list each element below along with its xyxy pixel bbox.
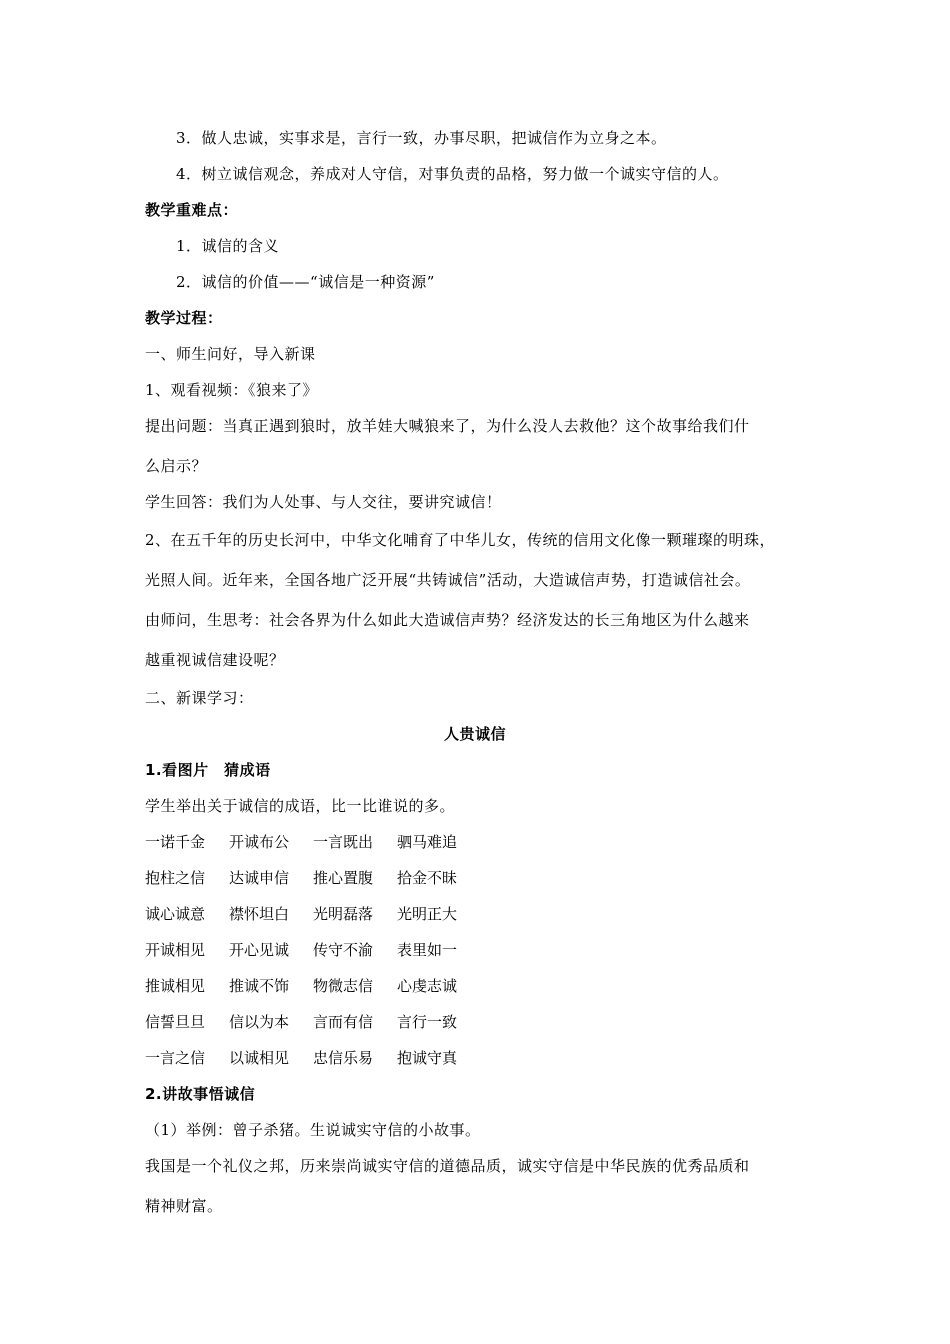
idiom: 开诚布公 xyxy=(229,833,290,851)
key-points-heading: 教学重难点： xyxy=(145,201,239,219)
idiom-row xyxy=(145,904,481,924)
idiom: 驷马难追 xyxy=(397,833,458,851)
section2-title: 二、新课学习： xyxy=(145,689,254,707)
idiom: 表里如一 xyxy=(397,941,458,959)
idiom: 抱柱之信 xyxy=(145,869,206,887)
answer-line: 学生回答：我们为人处事、与人交往，要讲究诚信！ xyxy=(145,493,502,511)
question-line-2: 么启示？ xyxy=(145,457,208,475)
idiom: 诚心诚意 xyxy=(145,905,206,923)
key-point-2: 2．诚信的价值——“诚信是一种资源” xyxy=(176,273,435,291)
section1-title: 一、师生问好，导入新课 xyxy=(145,345,316,363)
closing-line-2: 精神财富。 xyxy=(145,1197,223,1215)
idiom: 拾金不昧 xyxy=(397,869,458,887)
idiom: 言行一致 xyxy=(397,1013,458,1031)
objective-4: 4．树立诚信观念，养成对人守信，对事负责的品格，努力做一个诚实守信的人。 xyxy=(176,165,729,183)
idiom: 以诚相见 xyxy=(229,1049,290,1067)
video-line: 1、观看视频：《狼来了》 xyxy=(145,381,319,399)
para2-line-3: 由师问，生思考：社会各界为什么如此大造诚信声势？经济发达的长三角地区为什么越来 xyxy=(145,611,750,629)
idiom-row xyxy=(145,1048,481,1068)
idiom: 推诚不饰 xyxy=(229,977,290,995)
idiom: 光明磊落 xyxy=(313,905,374,923)
idiom: 达诚申信 xyxy=(229,869,290,887)
question-line-1: 提出问题：当真正遇到狼时，放羊娃大喊狼来了，为什么没人去救他？这个故事给我们什 xyxy=(145,417,750,435)
idiom: 一诺千金 xyxy=(145,833,206,851)
idiom-row xyxy=(145,832,481,852)
idiom: 信誓旦旦 xyxy=(145,1013,206,1031)
para2-line-2: 光照人间。近年来，全国各地广泛开展“共铸诚信”活动，大造诚信声势，打造诚信社会。 xyxy=(145,571,751,589)
idiom: 一言既出 xyxy=(313,833,374,851)
process-heading: 教学过程： xyxy=(145,309,223,327)
idiom-row xyxy=(145,976,481,996)
key-point-1: 1．诚信的含义 xyxy=(176,237,280,255)
idiom: 传守不渝 xyxy=(313,941,374,959)
idiom: 物微志信 xyxy=(313,977,374,995)
para2-line-1: 2、在五千年的历史长河中，中华文化哺育了中华儿女，传统的信用文化像一颗璀璨的明珠， xyxy=(145,531,776,549)
idiom-row xyxy=(145,868,481,888)
idiom: 忠信乐易 xyxy=(313,1049,374,1067)
closing-line-1: 我国是一个礼仪之邦，历来崇尚诚实守信的道德品质，诚实守信是中华民族的优秀品质和 xyxy=(145,1157,750,1175)
idiom: 开心见诚 xyxy=(229,941,290,959)
part1-heading: 1.看图片 猜成语 xyxy=(145,761,271,779)
idiom: 心虔志诚 xyxy=(397,977,458,995)
idiom: 信以为本 xyxy=(229,1013,290,1031)
idiom: 言而有信 xyxy=(313,1013,374,1031)
idiom-row xyxy=(145,940,481,960)
story-line: （1）举例：曾子杀猪。生说诚实守信的小故事。 xyxy=(145,1121,481,1139)
idiom: 襟怀坦白 xyxy=(229,905,290,923)
idiom: 开诚相见 xyxy=(145,941,206,959)
part2-heading: 2.讲故事悟诚信 xyxy=(145,1085,256,1103)
para2-line-4: 越重视诚信建设呢？ xyxy=(145,651,285,669)
idiom: 一言之信 xyxy=(145,1049,206,1067)
idiom: 推心置腹 xyxy=(313,869,374,887)
idiom: 抱诚守真 xyxy=(397,1049,458,1067)
lesson-title: 人贵诚信 xyxy=(443,725,506,743)
idiom: 推诚相见 xyxy=(145,977,206,995)
objective-3: 3．做人忠诚，实事求是，言行一致，办事尽职，把诚信作为立身之本。 xyxy=(176,129,667,147)
idiom-row xyxy=(145,1012,481,1032)
part1-intro: 学生举出关于诚信的成语，比一比谁说的多。 xyxy=(145,797,456,815)
idiom: 光明正大 xyxy=(397,905,458,923)
